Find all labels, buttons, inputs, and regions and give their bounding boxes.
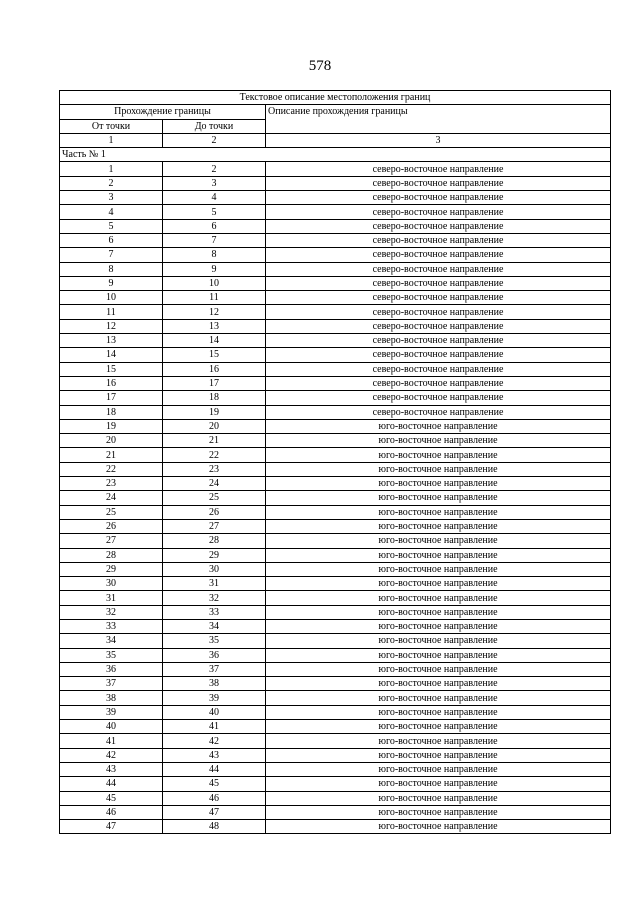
table-row — [60, 334, 611, 348]
cell-description: юго-восточное направление — [266, 634, 611, 648]
column-number-1: 1 — [60, 133, 163, 147]
cell-from: 25 — [60, 505, 163, 519]
cell-from: 26 — [60, 519, 163, 533]
cell-from: 12 — [60, 319, 163, 333]
cell-from: 5 — [60, 219, 163, 233]
cell-from: 1 — [60, 162, 163, 176]
cell-to: 9 — [163, 262, 266, 276]
table-row — [60, 820, 611, 834]
cell-from: 13 — [60, 334, 163, 348]
table-row — [60, 205, 611, 219]
cell-description: юго-восточное направление — [266, 662, 611, 676]
cell-description: юго-восточное направление — [266, 619, 611, 633]
cell-description: юго-восточное направление — [266, 762, 611, 776]
table-row — [60, 705, 611, 719]
table-row — [60, 762, 611, 776]
table-row — [60, 534, 611, 548]
table-row — [60, 219, 611, 233]
cell-to: 13 — [163, 319, 266, 333]
table-row — [60, 791, 611, 805]
table-row — [60, 376, 611, 390]
cell-to: 48 — [163, 820, 266, 834]
cell-to: 22 — [163, 448, 266, 462]
cell-to: 30 — [163, 562, 266, 576]
cell-description: юго-восточное направление — [266, 691, 611, 705]
header-description: Описание прохождения границы — [266, 105, 611, 134]
cell-description: северо-восточное направление — [266, 233, 611, 247]
table-row — [60, 191, 611, 205]
cell-description: северо-восточное направление — [266, 362, 611, 376]
section-row — [60, 148, 611, 162]
cell-description: юго-восточное направление — [266, 519, 611, 533]
cell-description: юго-восточное направление — [266, 548, 611, 562]
table-row — [60, 262, 611, 276]
cell-description: северо-восточное направление — [266, 248, 611, 262]
cell-from: 15 — [60, 362, 163, 376]
table-row — [60, 677, 611, 691]
cell-from: 45 — [60, 791, 163, 805]
cell-from: 20 — [60, 434, 163, 448]
table-row — [60, 305, 611, 319]
cell-to: 24 — [163, 477, 266, 491]
cell-to: 42 — [163, 734, 266, 748]
table-row — [60, 362, 611, 376]
cell-description: юго-восточное направление — [266, 562, 611, 576]
cell-from: 32 — [60, 605, 163, 619]
cell-from: 10 — [60, 291, 163, 305]
page-number: 578 — [308, 58, 332, 74]
table-row — [60, 505, 611, 519]
cell-to: 33 — [163, 605, 266, 619]
header-from: От точки — [60, 119, 163, 133]
cell-from: 27 — [60, 534, 163, 548]
table-row — [60, 162, 611, 176]
cell-from: 39 — [60, 705, 163, 719]
cell-from: 41 — [60, 734, 163, 748]
table-row — [60, 777, 611, 791]
cell-description: юго-восточное направление — [266, 720, 611, 734]
cell-to: 46 — [163, 791, 266, 805]
cell-to: 10 — [163, 276, 266, 290]
table-row — [60, 462, 611, 476]
cell-from: 22 — [60, 462, 163, 476]
header-to: До точки — [163, 119, 266, 133]
cell-from: 36 — [60, 662, 163, 676]
cell-to: 32 — [163, 591, 266, 605]
cell-description: юго-восточное направление — [266, 534, 611, 548]
cell-to: 25 — [163, 491, 266, 505]
cell-to: 15 — [163, 348, 266, 362]
cell-from: 34 — [60, 634, 163, 648]
table-row — [60, 434, 611, 448]
cell-to: 6 — [163, 219, 266, 233]
table-row — [60, 491, 611, 505]
cell-from: 47 — [60, 820, 163, 834]
cell-to: 2 — [163, 162, 266, 176]
cell-description: юго-восточное направление — [266, 648, 611, 662]
cell-to: 28 — [163, 534, 266, 548]
column-number-3: 3 — [266, 133, 611, 147]
cell-to: 26 — [163, 505, 266, 519]
table-row — [60, 619, 611, 633]
cell-from: 17 — [60, 391, 163, 405]
cell-description: юго-восточное направление — [266, 605, 611, 619]
cell-from: 18 — [60, 405, 163, 419]
cell-description: юго-восточное направление — [266, 748, 611, 762]
table-row — [60, 805, 611, 819]
cell-from: 33 — [60, 619, 163, 633]
cell-from: 31 — [60, 591, 163, 605]
cell-to: 38 — [163, 677, 266, 691]
table-row — [60, 276, 611, 290]
cell-to: 17 — [163, 376, 266, 390]
cell-to: 4 — [163, 191, 266, 205]
table-row — [60, 691, 611, 705]
cell-to: 39 — [163, 691, 266, 705]
cell-description: юго-восточное направление — [266, 419, 611, 433]
cell-from: 19 — [60, 419, 163, 433]
cell-from: 24 — [60, 491, 163, 505]
cell-description: юго-восточное направление — [266, 491, 611, 505]
cell-description: юго-восточное направление — [266, 791, 611, 805]
cell-description: северо-восточное направление — [266, 376, 611, 390]
table-row — [60, 605, 611, 619]
cell-to: 36 — [163, 648, 266, 662]
cell-to: 18 — [163, 391, 266, 405]
cell-from: 11 — [60, 305, 163, 319]
cell-from: 29 — [60, 562, 163, 576]
table-row — [60, 391, 611, 405]
table-header-row — [60, 105, 611, 119]
cell-description: юго-восточное направление — [266, 591, 611, 605]
cell-from: 9 — [60, 276, 163, 290]
boundary-description-table — [59, 90, 611, 834]
cell-from: 14 — [60, 348, 163, 362]
cell-from: 44 — [60, 777, 163, 791]
cell-to: 14 — [163, 334, 266, 348]
cell-description: юго-восточное направление — [266, 777, 611, 791]
cell-description: северо-восточное направление — [266, 276, 611, 290]
cell-from: 46 — [60, 805, 163, 819]
cell-description: юго-восточное направление — [266, 805, 611, 819]
cell-from: 16 — [60, 376, 163, 390]
table-row — [60, 348, 611, 362]
table-row — [60, 577, 611, 591]
cell-from: 3 — [60, 191, 163, 205]
cell-description: юго-восточное направление — [266, 577, 611, 591]
cell-to: 37 — [163, 662, 266, 676]
header-passage: Прохождение границы — [60, 105, 266, 119]
cell-description: северо-восточное направление — [266, 262, 611, 276]
cell-to: 27 — [163, 519, 266, 533]
table-row — [60, 634, 611, 648]
cell-description: северо-восточное направление — [266, 305, 611, 319]
cell-description: северо-восточное направление — [266, 391, 611, 405]
table-row — [60, 648, 611, 662]
cell-description: северо-восточное направление — [266, 405, 611, 419]
cell-to: 40 — [163, 705, 266, 719]
table-row — [60, 662, 611, 676]
cell-to: 23 — [163, 462, 266, 476]
cell-description: юго-восточное направление — [266, 448, 611, 462]
table-row — [60, 176, 611, 190]
cell-from: 8 — [60, 262, 163, 276]
table-body — [60, 91, 611, 834]
table-row — [60, 477, 611, 491]
cell-to: 35 — [163, 634, 266, 648]
cell-from: 43 — [60, 762, 163, 776]
table-row — [60, 405, 611, 419]
cell-from: 4 — [60, 205, 163, 219]
cell-from: 42 — [60, 748, 163, 762]
table-row — [60, 291, 611, 305]
cell-description: северо-восточное направление — [266, 291, 611, 305]
cell-from: 40 — [60, 720, 163, 734]
cell-from: 37 — [60, 677, 163, 691]
cell-to: 41 — [163, 720, 266, 734]
cell-to: 44 — [163, 762, 266, 776]
cell-from: 6 — [60, 233, 163, 247]
cell-to: 29 — [163, 548, 266, 562]
table-row — [60, 562, 611, 576]
cell-description: юго-восточное направление — [266, 505, 611, 519]
table-row — [60, 248, 611, 262]
cell-description: северо-восточное направление — [266, 219, 611, 233]
cell-to: 3 — [163, 176, 266, 190]
cell-from: 35 — [60, 648, 163, 662]
table-row — [60, 448, 611, 462]
cell-to: 45 — [163, 777, 266, 791]
cell-description: юго-восточное направление — [266, 705, 611, 719]
column-number-row — [60, 133, 611, 147]
cell-to: 12 — [163, 305, 266, 319]
table-row — [60, 548, 611, 562]
cell-from: 23 — [60, 477, 163, 491]
cell-to: 8 — [163, 248, 266, 262]
cell-description: юго-восточное направление — [266, 434, 611, 448]
column-number-2: 2 — [163, 133, 266, 147]
cell-to: 43 — [163, 748, 266, 762]
cell-from: 30 — [60, 577, 163, 591]
cell-description: северо-восточное направление — [266, 191, 611, 205]
table-row — [60, 233, 611, 247]
cell-to: 7 — [163, 233, 266, 247]
table-row — [60, 519, 611, 533]
cell-description: северо-восточное направление — [266, 162, 611, 176]
table-row — [60, 720, 611, 734]
cell-description: юго-восточное направление — [266, 820, 611, 834]
table-row — [60, 319, 611, 333]
cell-to: 47 — [163, 805, 266, 819]
cell-from: 2 — [60, 176, 163, 190]
cell-to: 11 — [163, 291, 266, 305]
table-row — [60, 734, 611, 748]
cell-from: 7 — [60, 248, 163, 262]
cell-to: 19 — [163, 405, 266, 419]
table-title: Текстовое описание местоположения границ — [60, 91, 611, 105]
cell-description: юго-восточное направление — [266, 677, 611, 691]
cell-description: юго-восточное направление — [266, 734, 611, 748]
table-title-row — [60, 91, 611, 105]
cell-to: 31 — [163, 577, 266, 591]
cell-description: юго-восточное направление — [266, 462, 611, 476]
cell-to: 34 — [163, 619, 266, 633]
table-row — [60, 748, 611, 762]
section-label: Часть № 1 — [60, 148, 611, 162]
cell-description: северо-восточное направление — [266, 334, 611, 348]
cell-from: 28 — [60, 548, 163, 562]
cell-description: северо-восточное направление — [266, 176, 611, 190]
table-row — [60, 419, 611, 433]
cell-description: юго-восточное направление — [266, 477, 611, 491]
cell-to: 20 — [163, 419, 266, 433]
cell-to: 16 — [163, 362, 266, 376]
cell-description: северо-восточное направление — [266, 205, 611, 219]
cell-from: 21 — [60, 448, 163, 462]
cell-to: 5 — [163, 205, 266, 219]
cell-from: 38 — [60, 691, 163, 705]
cell-description: северо-восточное направление — [266, 319, 611, 333]
cell-description: северо-восточное направление — [266, 348, 611, 362]
table-row — [60, 591, 611, 605]
cell-to: 21 — [163, 434, 266, 448]
